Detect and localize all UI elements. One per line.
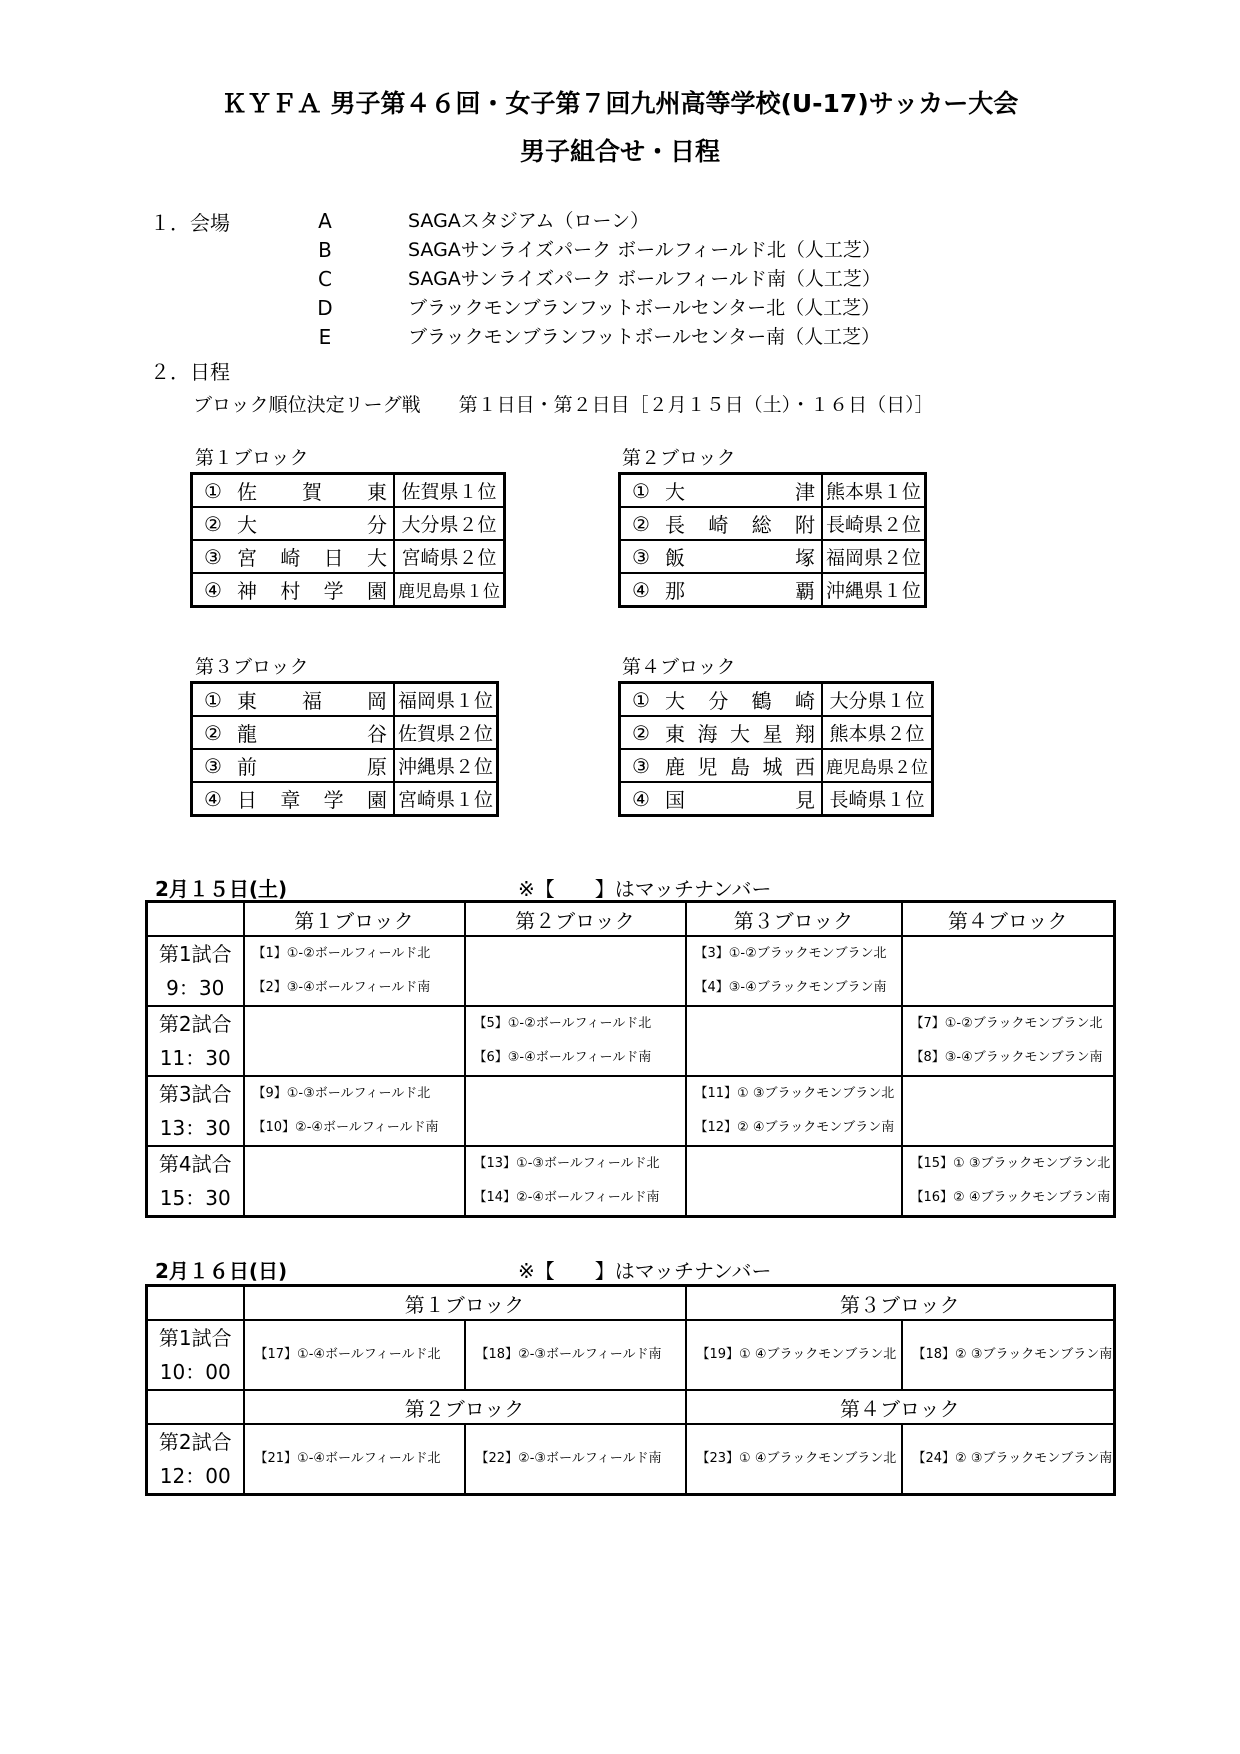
match-round-row [147,936,1115,1006]
match-cell [244,1146,465,1217]
team-name-char: 覇 [795,579,815,603]
team-prefecture-rank: 福岡県２位 [822,540,926,573]
team-name-char: 崎 [794,689,815,713]
team-name [661,573,822,607]
match-cell [244,1424,465,1495]
team-name-char: 津 [795,480,815,504]
team-name-char: 龍 [237,722,257,746]
match-entry: 【18】②‐③ボールフィールド南 [475,1347,662,1362]
team-name-char: 長 [665,513,685,537]
schedule-corner-cell [147,902,244,937]
match-entry: 【10】②‐④ボールフィールド南 [252,1120,439,1135]
team-name-char: 分 [708,689,729,713]
team-name [233,683,394,717]
team-name-char: 大 [665,689,685,713]
match-entry: 【8】③‐④ブラックモンブラン南 [910,1050,1103,1065]
schedule-header-row [147,902,1115,937]
team-prefecture-rank: 佐賀県１位 [394,474,505,508]
schedule-corner-cell [147,1286,244,1321]
block-column-header: 第２ブロック [465,902,686,937]
match-cell [244,1076,465,1146]
team-prefecture-rank: 長崎県２位 [822,507,926,540]
match-cell [902,1076,1115,1146]
day2-date: 2月１６日(日) [155,1259,288,1283]
block-4-title: 第４ブロック [622,656,736,678]
team-name-char: 福 [302,689,322,713]
day2-schedule-table [145,1284,1116,1496]
match-round-row [147,1424,1115,1495]
team-name [661,749,822,782]
team-name [233,507,394,540]
team-name [233,474,394,508]
block-team-row [192,573,505,607]
team-name-char: 学 [323,788,344,812]
match-entry: 【6】③‐④ボールフィールド南 [473,1050,652,1065]
team-prefecture-rank: 沖縄県１位 [822,573,926,607]
match-cell [902,1320,1115,1390]
match-entry: 【12】② ④ブラックモンブラン南 [694,1120,895,1135]
match-cell [244,936,465,1006]
match-cell [686,1006,902,1076]
block-team-row [620,749,933,782]
team-number: ③ [620,540,662,573]
match-cell [686,1424,902,1495]
schedule-header-row [147,1390,1115,1424]
block-column-header: 第２ブロック [244,1390,686,1424]
block-team-row [192,782,498,816]
match-round-label [147,1424,244,1495]
team-prefecture-rank: 熊本県１位 [822,474,926,508]
team-prefecture-rank: 長崎県１位 [822,782,933,816]
team-name-char: 国 [665,788,685,812]
team-number: ④ [192,573,234,607]
team-name-char: 岡 [367,689,387,713]
match-entry: 【7】①‐②ブラックモンブラン北 [910,1016,1103,1031]
match-entry: 【3】①‐②ブラックモンブラン北 [694,946,887,961]
block-column-header: 第３ブロック [686,1286,1115,1321]
team-prefecture-rank: 宮崎県１位 [394,782,498,816]
match-round-label [147,1320,244,1390]
match-round-row [147,1006,1115,1076]
match-round-label [147,1076,244,1146]
team-prefecture-rank: 福岡県１位 [394,683,498,717]
team-name-char: 大 [730,722,750,746]
match-entry: 【1】①‐②ボールフィールド北 [252,946,431,961]
team-name-char: 西 [795,755,815,779]
block-column-header: 第４ブロック [686,1390,1115,1424]
match-entry: 【16】② ④ブラックモンブラン南 [910,1190,1111,1205]
team-name-char: 前 [237,755,257,779]
block-column-header: 第４ブロック [902,902,1115,937]
team-name-char: 神 [237,579,257,603]
team-number: ② [192,507,234,540]
team-number: ③ [192,540,234,573]
team-name-char: 日 [237,788,257,812]
team-name-char: 鶴 [751,689,772,713]
team-name-char: 翔 [795,722,815,746]
block-team-row [620,573,926,607]
team-name-char: 谷 [367,722,387,746]
match-entry: 【9】①‐③ボールフィールド北 [252,1086,431,1101]
team-number: ① [192,474,234,508]
venue-name: SAGAサンライズパーク ボールフィールド南（人工芝） [408,268,881,290]
match-cell [902,1006,1115,1076]
venue-name: ブラックモンブランフットボールセンター南（人工芝） [408,326,881,348]
team-number: ④ [192,782,234,816]
venue-name: SAGAサンライズパーク ボールフィールド北（人工芝） [408,239,881,261]
match-round-row [147,1076,1115,1146]
block-team-row [192,507,505,540]
day2-note: ※【 】はマッチナンバー [518,1259,772,1283]
match-round-label [147,936,244,1006]
match-cell [902,936,1115,1006]
block-column-header: 第１ブロック [244,1286,686,1321]
block-2-table [618,472,927,608]
match-cell [465,936,686,1006]
kickoff-time: 15：30 [159,1186,231,1210]
league-description: ブロック順位決定リーグ戦 第１日目・第２日目［２月１５日（土）・１６日（日）］ [193,394,934,416]
kickoff-time: 10：00 [159,1360,231,1384]
team-name-char: 大 [366,546,387,570]
team-name-char: 島 [730,755,750,779]
team-name-char: 園 [366,788,387,812]
team-name-char: 大 [665,480,685,504]
match-entry: 【5】①‐②ボールフィールド北 [473,1016,652,1031]
kickoff-time: 13：30 [159,1116,231,1140]
team-number: ② [620,716,662,749]
block-team-row [192,716,498,749]
team-name [661,474,822,508]
day1-date: 2月１５日(土) [155,877,288,901]
team-name-char: 星 [762,722,783,746]
block-team-row [192,683,498,717]
team-number: ④ [620,573,662,607]
kickoff-time: 9：30 [166,976,225,1000]
team-name-char: 城 [762,755,783,779]
team-name-char: 総 [751,513,772,537]
team-name [233,716,394,749]
team-name [233,749,394,782]
team-prefecture-rank: 鹿児島県１位 [394,573,505,607]
round-name: 第2試合 [158,1012,232,1036]
team-name [661,507,822,540]
match-cell [244,1006,465,1076]
team-number: ① [192,683,234,717]
match-entry: 【15】① ③ブラックモンブラン北 [910,1156,1111,1171]
venue-letter: E [318,325,332,349]
team-name-char: 原 [367,755,387,779]
schedule-heading: ２．日程 [150,360,230,384]
venue-letter: A [318,209,332,233]
match-cell [686,936,902,1006]
venue-name: ブラックモンブランフットボールセンター北（人工芝） [408,297,881,319]
team-name-char: 鹿 [665,755,685,779]
team-name [661,782,822,816]
match-entry: 【2】③‐④ボールフィールド南 [252,980,431,995]
round-name: 第1試合 [158,942,232,966]
team-prefecture-rank: 大分県１位 [822,683,933,717]
team-name-char: 宮 [237,546,257,570]
match-cell [465,1320,686,1390]
match-cell [465,1146,686,1217]
block-column-header: 第３ブロック [686,902,902,937]
match-entry: 【11】① ③ブラックモンブラン北 [694,1086,895,1101]
kickoff-time: 11：30 [159,1046,231,1070]
block-team-row [620,507,926,540]
team-name [233,782,394,816]
match-cell [465,1006,686,1076]
venue-letter: B [318,238,332,262]
round-name: 第1試合 [158,1326,232,1350]
match-cell [902,1424,1115,1495]
team-name [661,540,822,573]
match-cell [244,1320,465,1390]
match-round-label [147,1146,244,1217]
venue-letter: D [317,296,333,320]
team-name-char: 塚 [795,546,815,570]
block-1-title: 第１ブロック [195,447,309,469]
match-entry: 【4】③‐④ブラックモンブラン南 [694,980,887,995]
team-number: ③ [192,749,234,782]
team-prefecture-rank: 鹿児島県２位 [822,749,933,782]
match-round-row [147,1146,1115,1217]
block-2-title: 第２ブロック [622,447,736,469]
team-name-char: 園 [366,579,387,603]
team-name-char: 東 [665,722,685,746]
block-team-row [620,540,926,573]
team-prefecture-rank: 沖縄県２位 [394,749,498,782]
venue-letter: C [318,267,332,291]
block-team-row [620,782,933,816]
venue-name: SAGAスタジアム（ローン） [408,210,650,232]
team-number: ③ [620,749,662,782]
block-team-row [620,683,933,717]
team-prefecture-rank: 佐賀県２位 [394,716,498,749]
kickoff-time: 12：00 [159,1464,231,1488]
block-3-title: 第３ブロック [195,656,309,678]
block-4-table [618,681,934,817]
match-cell [902,1146,1115,1217]
team-name-char: 章 [280,788,301,812]
team-name-char: 村 [280,579,301,603]
team-name-char: 附 [794,513,815,537]
schedule-header-row [147,1286,1115,1321]
venues-heading: １．会場 [150,211,230,235]
match-entry: 【14】②‐④ボールフィールド南 [473,1190,660,1205]
team-name [661,716,822,749]
match-cell [686,1076,902,1146]
team-name-char: 海 [697,722,718,746]
team-number: ④ [620,782,662,816]
block-team-row [192,749,498,782]
team-prefecture-rank: 熊本県２位 [822,716,933,749]
block-team-row [192,474,505,508]
team-name-char: 賀 [302,480,322,504]
team-name-char: 東 [367,480,387,504]
team-prefecture-rank: 大分県２位 [394,507,505,540]
team-name [661,683,822,717]
team-name-char: 学 [323,579,344,603]
team-name-char: 飯 [665,546,685,570]
match-entry: 【13】①‐③ボールフィールド北 [473,1156,660,1171]
block-1-table [190,472,506,608]
team-name-char: 見 [795,788,815,812]
round-name: 第4試合 [158,1152,232,1176]
page-subtitle: 男子組合せ・日程 [519,137,720,166]
round-name: 第2試合 [158,1430,232,1454]
round-name: 第3試合 [158,1082,232,1106]
team-name-char: 日 [323,546,344,570]
team-name-char: 大 [237,513,257,537]
team-number: ① [620,474,662,508]
day1-note: ※【 】はマッチナンバー [518,877,772,901]
block-team-row [192,540,505,573]
team-name-char: 崎 [708,513,729,537]
team-number: ① [620,683,662,717]
match-round-label [147,1006,244,1076]
team-name [233,540,394,573]
team-name-char: 佐 [237,480,257,504]
match-cell [686,1320,902,1390]
match-entry: 【19】① ④ブラックモンブラン北 [696,1347,897,1362]
team-name [233,573,394,607]
match-entry: 【24】② ③ブラックモンブラン南 [912,1451,1113,1466]
block-3-table [190,681,499,817]
team-name-char: 那 [665,579,685,603]
match-entry: 【23】① ④ブラックモンブラン北 [696,1451,897,1466]
schedule-corner-cell [147,1390,244,1424]
team-name-char: 児 [697,755,718,779]
team-name-char: 崎 [280,546,301,570]
match-entry: 【17】①‐④ボールフィールド北 [254,1347,441,1362]
match-cell [465,1424,686,1495]
match-cell [465,1076,686,1146]
match-cell [686,1146,902,1217]
match-entry: 【18】② ③ブラックモンブラン南 [912,1347,1113,1362]
team-prefecture-rank: 宮崎県２位 [394,540,505,573]
team-name-char: 分 [367,513,387,537]
day1-schedule-table [145,900,1116,1218]
team-name-char: 東 [237,689,257,713]
block-team-row [620,474,926,508]
team-number: ② [192,716,234,749]
match-round-row [147,1320,1115,1390]
team-number: ② [620,507,662,540]
page-title: ＫＹＦＡ 男子第４６回・女子第７回九州高等学校(U-17)サッカー大会 [221,89,1019,118]
block-column-header: 第１ブロック [244,902,465,937]
match-entry: 【21】①‐④ボールフィールド北 [254,1451,441,1466]
match-entry: 【22】②‐③ボールフィールド南 [475,1451,662,1466]
block-team-row [620,716,933,749]
